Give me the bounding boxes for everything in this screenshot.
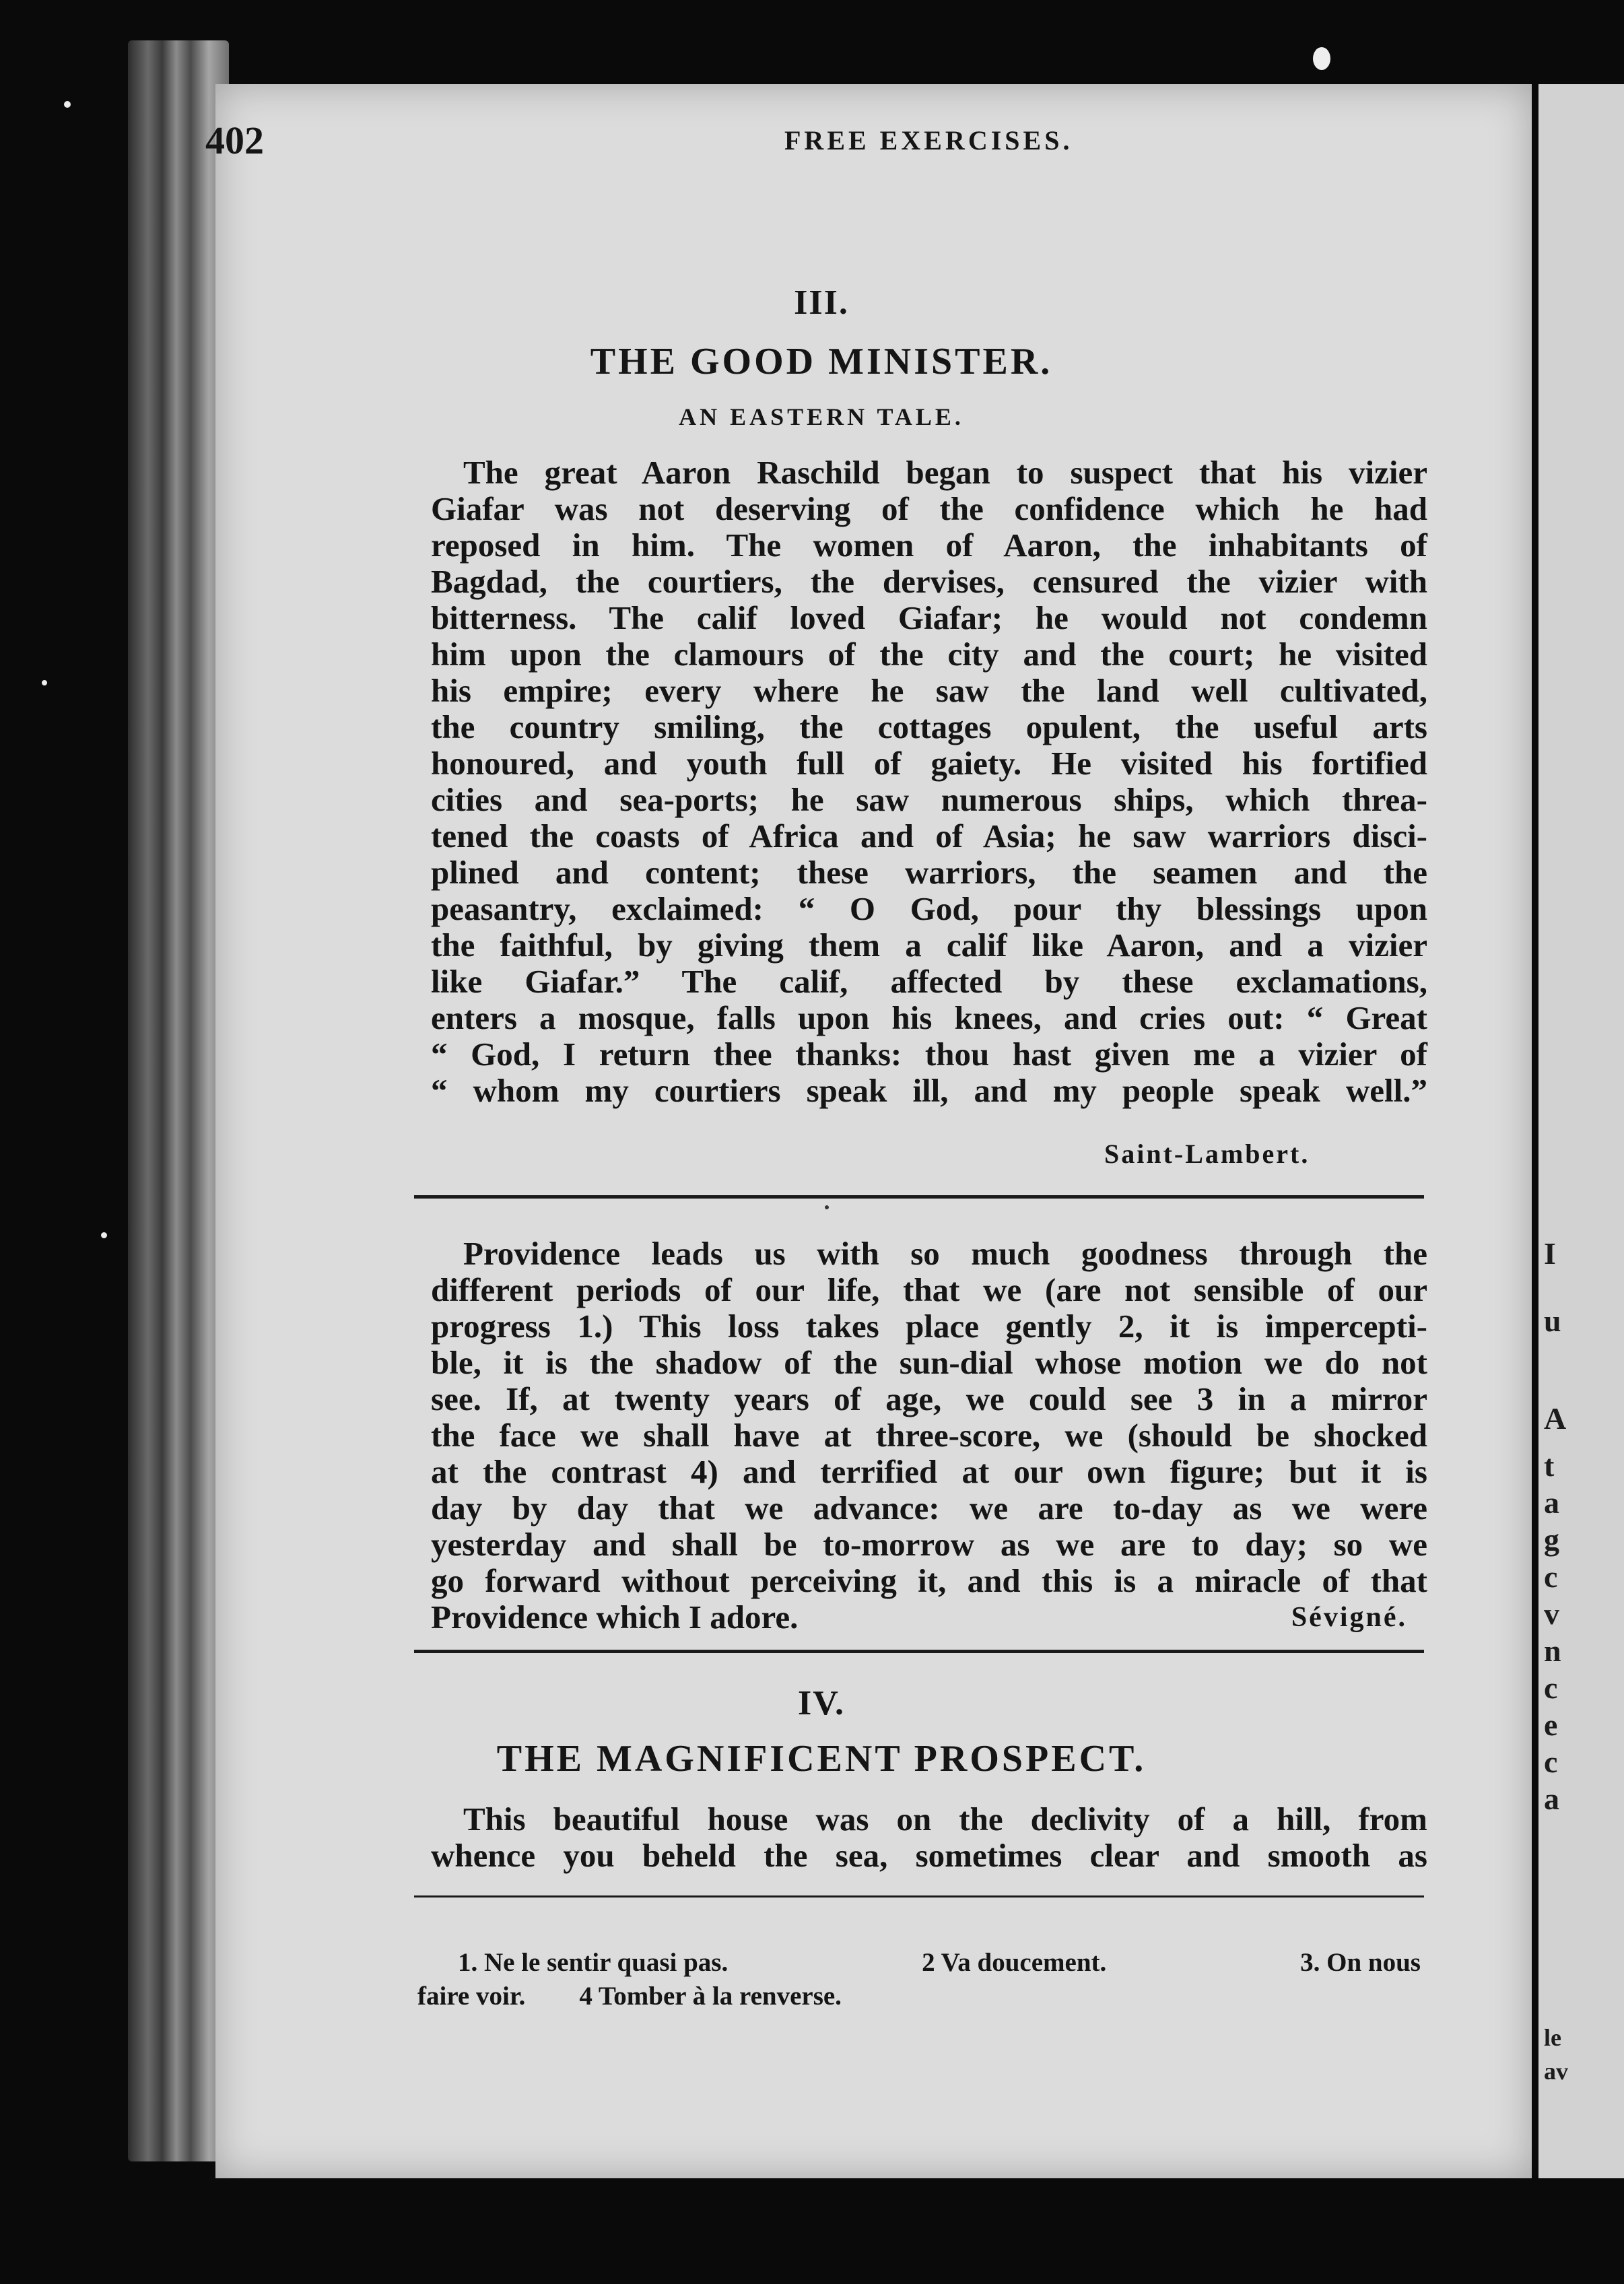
text-line-with-attribution [431, 1599, 1427, 1636]
text-line: whence you beheld the sea, sometimes clear and smooth as [431, 1837, 1427, 1874]
text-line: bitterness. The calif loved Giafar; he would not condemn [431, 599, 1427, 636]
fragment: c [1544, 1559, 1558, 1594]
page-number: 402 [205, 119, 264, 162]
text-line: enters a mosque, falls upon his knees, and cries out: “ Great [431, 999, 1427, 1036]
text-line: plined and content; these warriors, the seamen and the [431, 854, 1427, 891]
text-line: like Giafar.” The calif, affected by these exclamations, [431, 963, 1427, 1000]
footnote-row [417, 1946, 1421, 1980]
footnote-divider [414, 1895, 1424, 1897]
section-title: THE GOOD MINISTER. [590, 341, 1053, 382]
scan-speck [101, 1232, 107, 1238]
fragment: le [1544, 2024, 1561, 2051]
text-line: “ God, I return thee thanks: thou hast given me a vizier of [431, 1036, 1427, 1073]
text-line-end: Providence which I adore. [431, 1599, 799, 1636]
text-line: different periods of our life, that we (are not sensible of our [431, 1271, 1427, 1308]
eastern-tale-paragraph [431, 455, 1427, 1109]
text-line: This beautiful house was on the declivity of a hill, from [463, 1801, 1427, 1838]
attribution-saint-lambert: Saint-Lambert. [1104, 1139, 1310, 1169]
fragment: g [1544, 1522, 1559, 1557]
text-line: the face we shall have at three-score, we (should be shocked [431, 1417, 1427, 1454]
text-line: day by day that we advance: we are to-day as we were [431, 1489, 1427, 1526]
footnote-row [417, 1980, 1421, 2013]
text-line: Giafar was not deserving of the confidence which he had [431, 490, 1427, 527]
text-line: honoured, and youth full of gaiety. He visited his fortified [431, 745, 1427, 782]
adjacent-page-edge [1538, 84, 1624, 2178]
text-line: ble, it is the shadow of the sun-dial whose motion we do not [431, 1344, 1427, 1381]
attribution-sevigne: Sévigné. [1291, 1602, 1407, 1633]
section-number: III. [794, 283, 849, 322]
fragment: n [1544, 1634, 1561, 1668]
text-line: Providence leads us with so much goodness through the [463, 1235, 1427, 1272]
section-divider [414, 1650, 1424, 1653]
scan-speck [42, 680, 47, 685]
section-subtitle: AN EASTERN TALE. [679, 403, 964, 430]
fragment: A [1544, 1401, 1567, 1436]
footnote-3-continued: faire voir. [417, 1982, 526, 2011]
providence-paragraph [431, 1236, 1427, 1636]
text-line: peasantry, exclaimed: “ O God, pour thy blessings upon [431, 890, 1427, 927]
text-line: the faithful, by giving them a calif like Aaron, and a vizier [431, 927, 1427, 964]
text-line: “ whom my courtiers speak ill, and my people speak well.” [431, 1072, 1427, 1109]
fragment: c [1544, 1745, 1558, 1779]
book-page-edges [128, 40, 229, 2161]
text-line: him upon the clamours of the city and the court; he visited [431, 636, 1427, 673]
scan-speck [64, 101, 71, 108]
text-line: go forward without perceiving it, and this is a miracle of that [431, 1562, 1427, 1599]
fragment: t [1544, 1448, 1555, 1483]
text-line: Bagdad, the courtiers, the dervises, censured the vizier with [431, 563, 1427, 600]
page-header [205, 118, 1148, 165]
section-number: IV. [797, 1684, 846, 1722]
scan-speck [1313, 47, 1330, 70]
text-line: reposed in him. The women of Aaron, the inhabitants of [431, 527, 1427, 564]
text-line: yesterday and shall be to-morrow as we are to day; so we [431, 1526, 1427, 1563]
footnotes [417, 1946, 1421, 2013]
prospect-paragraph [431, 1801, 1427, 1874]
text-line: the country smiling, the cottages opulent, the useful arts [431, 708, 1427, 745]
text-line: tened the coasts of Africa and of Asia; he saw warriors disci- [431, 817, 1427, 854]
text-line: at the contrast 4) and terrified at our own figure; but it is [431, 1453, 1427, 1490]
text-line: The great Aaron Raschild began to suspect that his vizier [463, 454, 1427, 491]
fragment: v [1544, 1597, 1559, 1631]
fragment: I [1544, 1236, 1556, 1271]
text-line: progress 1.) This loss takes place gently 2, it is impercepti- [431, 1308, 1427, 1345]
fragment: e [1544, 1708, 1558, 1742]
text-line: his empire; every where he saw the land well cultivated, [431, 672, 1427, 709]
scan-speck [825, 1205, 829, 1209]
fragment: av [1544, 2058, 1568, 2085]
footnote-2: 2 Va doucement. [922, 1948, 1107, 1977]
fragment: c [1544, 1671, 1558, 1705]
running-title: FREE EXERCISES. [784, 125, 1073, 156]
text-line: cities and sea-ports; he saw numerous ships, which threa- [431, 781, 1427, 818]
section-title: THE MAGNIFICENT PROSPECT. [496, 1738, 1147, 1780]
fragment: u [1544, 1304, 1561, 1338]
fragment: a [1544, 1782, 1559, 1816]
fragment: a [1544, 1485, 1559, 1520]
footnote-1: 1. Ne le sentir quasi pas. [458, 1948, 729, 1977]
footnote-4: 4 Tomber à la renverse. [579, 1982, 842, 2011]
text-line: see. If, at twenty years of age, we could see 3 in a mirror [431, 1380, 1427, 1417]
footnote-3: 3. On nous [1300, 1948, 1421, 1977]
section-divider [414, 1195, 1424, 1199]
